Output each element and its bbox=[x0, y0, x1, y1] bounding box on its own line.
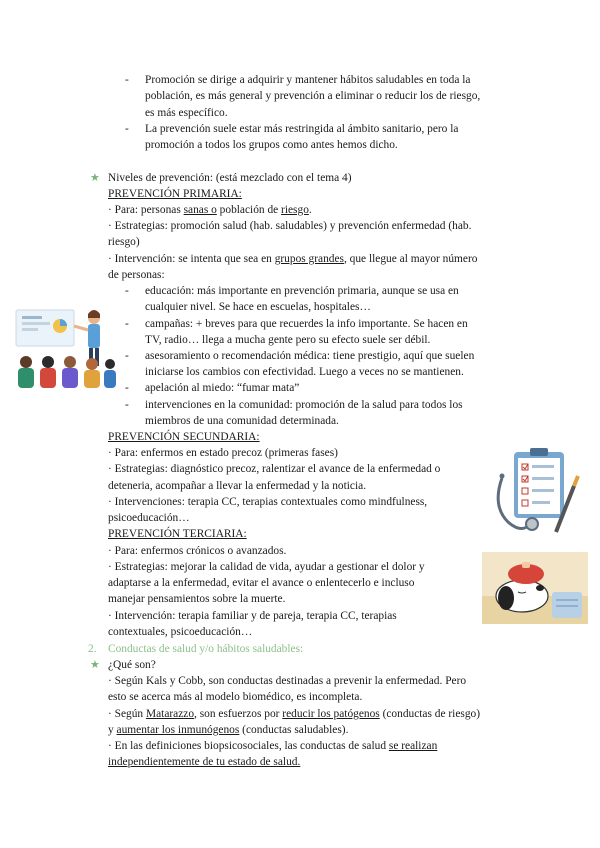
primaria-para: · Para: personas sanas o población de riesgo. bbox=[108, 204, 312, 216]
secundaria-title: PREVENCIÓN SECUNDARIA: bbox=[108, 431, 260, 443]
primaria-title: PREVENCIÓN PRIMARIA: bbox=[108, 188, 242, 200]
bullet-line: población, es más general y prevención a eliminar o reducir los de riesgo, bbox=[145, 90, 481, 102]
matarazzo-line: · Según Matarazzo, son esfuerzos por reducir los patógenos (conductas de riesgo) bbox=[108, 708, 480, 720]
sub-line: educación: más importante en prevención primaria, aunque se usa en bbox=[145, 285, 459, 297]
dash-bullet: - bbox=[125, 382, 129, 394]
dash-bullet: - bbox=[125, 123, 129, 135]
kals-line: · Según Kals y Cobb, son conductas destinadas a prevenir la enfermedad. Pero bbox=[108, 675, 467, 687]
dash-bullet: - bbox=[125, 74, 129, 86]
sub-line: cualquier nivel. Se hace en escuelas, hospitales… bbox=[145, 301, 371, 313]
kals-line-cont: esto se acerca más al modelo biomédico, es incompleta. bbox=[108, 691, 363, 703]
bio-line: · En las definiciones biopsicosociales, las conductas de salud se realizan bbox=[108, 740, 438, 752]
dash-bullet: - bbox=[125, 318, 129, 330]
dash-bullet: - bbox=[125, 399, 129, 411]
sub-line: iniciarse los cambios con efectividad. Luego a veces no se mantienen. bbox=[145, 366, 464, 378]
section2-question: ¿Qué son? bbox=[108, 659, 156, 671]
star-bullet-icon: ★ bbox=[90, 658, 100, 671]
bullet-line: promoción a todos los grupos como antes hemos dicho. bbox=[145, 139, 398, 151]
terciaria-line: · Intervención: terapia familiar y de pareja, terapia CC, terapias bbox=[108, 610, 397, 622]
terciaria-line: · Estrategias: mejorar la calidad de vida, ayudar a gestionar el dolor y bbox=[108, 561, 425, 573]
terciaria-line: · Para: enfermos crónicos o avanzados. bbox=[108, 545, 287, 557]
sub-line: miembros de una comunidad determinada. bbox=[145, 415, 339, 427]
secundaria-line: · Estrategias: diagnóstico precoz, ralentizar el avance de la enfermedad o bbox=[108, 463, 441, 475]
bullet-line: La prevención suele estar más restringida al ámbito sanitario, pero la bbox=[145, 123, 459, 135]
secundaria-line: · Para: enfermos en estado precoz (primeras fases) bbox=[108, 447, 338, 459]
terciaria-line: contextuales, psicoeducación… bbox=[108, 626, 253, 638]
sub-line: intervenciones en la comunidad: promoción de la salud para todos los bbox=[145, 399, 463, 411]
sub-line: campañas: + breves para que recuerdes la info importante. Se hacen en bbox=[145, 318, 468, 330]
section-title: Conductas de salud y/o hábitos saludables: bbox=[108, 643, 304, 655]
sub-line: asesoramiento o recomendación médica: tiene prestigio, aquí que suelen bbox=[145, 350, 475, 362]
primaria-estrategias: · Estrategias: promoción salud (hab. saludables) y prevención enfermedad (hab. bbox=[108, 220, 472, 232]
niveles-heading: Niveles de prevención: (está mezclado con el tema 4) bbox=[108, 172, 352, 184]
bullet-line: es más específico. bbox=[145, 107, 228, 119]
section-number: 2. bbox=[88, 643, 97, 655]
secundaria-line: deteneria, acompañar a llevar la enfermedad y la noticia. bbox=[108, 480, 367, 492]
secundaria-line: · Intervenciones: terapia CC, terapias contextuales como mindfulness, bbox=[108, 496, 428, 508]
primaria-intervencion-cont: de personas: bbox=[108, 269, 165, 281]
primaria-intervencion: · Intervención: se intenta que sea en grupos grandes, que llegue al mayor número bbox=[108, 253, 478, 265]
primaria-estrategias-cont: riesgo) bbox=[108, 236, 140, 248]
dash-bullet: - bbox=[125, 285, 129, 297]
terciaria-title: PREVENCIÓN TERCIARIA: bbox=[108, 528, 247, 540]
bio-line-cont: independientemente de tu estado de salud. bbox=[108, 756, 301, 768]
classroom-illustration bbox=[12, 300, 116, 388]
terciaria-line: manejar pensamientos sobre la muerte. bbox=[108, 593, 286, 605]
bullet-line: Promoción se dirige a adquirir y mantener hábitos saludables en toda la bbox=[145, 74, 471, 86]
secundaria-line: psicoeducación… bbox=[108, 512, 190, 524]
sub-line: apelación al miedo: “fumar mata” bbox=[145, 382, 300, 394]
sub-line: TV, radio… llega a mucha gente pero su efecto suele ser débil. bbox=[145, 334, 431, 346]
dash-bullet: - bbox=[125, 350, 129, 362]
medical-checklist-illustration bbox=[488, 446, 584, 542]
terciaria-line: adaptarse a la enfermedad, evitar el avance o enlentecerlo e incluso bbox=[108, 577, 415, 589]
matarazzo-line-cont: y aumentar los inmunógenos (conductas saludables). bbox=[108, 724, 349, 736]
sick-snoopy-illustration bbox=[482, 552, 588, 624]
star-bullet-icon: ★ bbox=[90, 171, 100, 184]
